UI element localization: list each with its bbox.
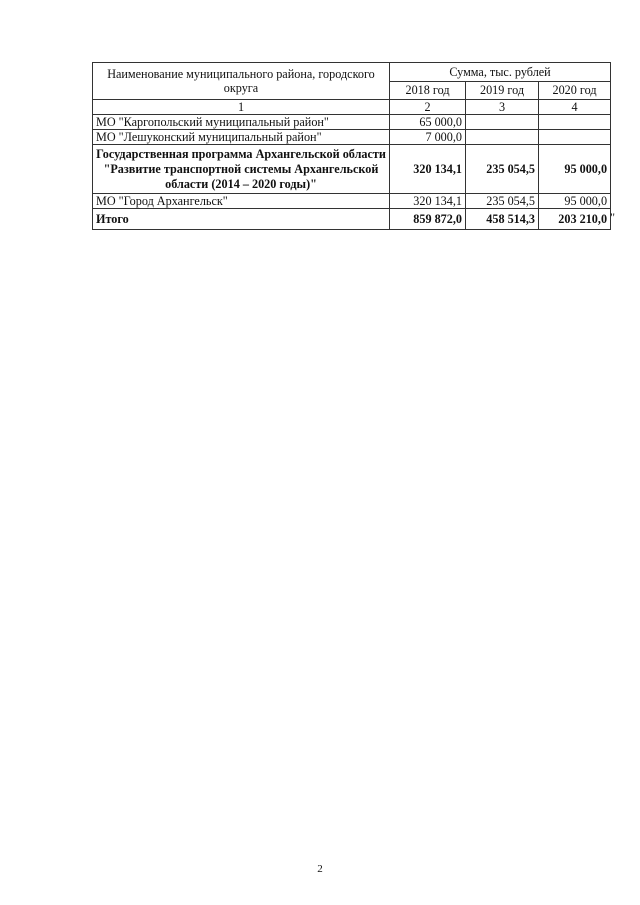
row-value-2018: 7 000,0 (390, 130, 466, 145)
program-name-cell: Государственная программа Архангельской области "Развитие транспортной системы Архангельской области (2014 – 2020 годы)" (93, 145, 390, 194)
header-year-2018: 2018 год (390, 81, 466, 100)
total-value-2020: 203 210,0 (558, 212, 608, 226)
total-value-2020-wrap (542, 210, 616, 226)
row-value-2019: 235 054,5 (466, 145, 539, 194)
column-index-row (93, 100, 611, 115)
row-value-2018: 320 134,1 (390, 145, 466, 194)
table-row (93, 194, 611, 209)
budget-table (92, 62, 616, 230)
row-name-cell: МО "Лешуконский муниципальный район" (93, 130, 390, 145)
header-name-cell: Наименование муниципального района, городского округа (93, 63, 390, 100)
header-sum-cell: Сумма, тыс. рублей (390, 63, 611, 82)
total-value-2020-cell (539, 209, 616, 230)
total-label-cell: Итого (93, 209, 390, 230)
header-year-2019: 2019 год (466, 81, 539, 100)
closing-quote-mark: " (610, 210, 616, 224)
row-value-2018: 320 134,1 (390, 194, 466, 209)
header-year-2020: 2020 год (539, 81, 611, 100)
row-name-cell: МО "Город Архангельск" (93, 194, 390, 209)
program-row (93, 145, 611, 194)
column-index-cell: 4 (539, 100, 611, 115)
row-value-2019 (466, 115, 539, 130)
row-value-2018: 65 000,0 (390, 115, 466, 130)
total-row (93, 209, 611, 230)
row-value-2020: 95 000,0 (539, 145, 611, 194)
table-row (93, 115, 611, 130)
row-value-2020: 95 000,0 (539, 194, 611, 209)
column-index-cell: 1 (93, 100, 390, 115)
column-index-cell: 3 (466, 100, 539, 115)
row-value-2019 (466, 130, 539, 145)
total-value-2018: 859 872,0 (390, 209, 466, 230)
total-value-2019: 458 514,3 (466, 209, 539, 230)
header-row (93, 63, 611, 82)
page-number: 2 (317, 863, 323, 875)
row-value-2020 (539, 115, 611, 130)
row-name-cell: МО "Каргопольский муниципальный район" (93, 115, 390, 130)
table-row (93, 130, 611, 145)
column-index-cell: 2 (390, 100, 466, 115)
row-value-2020 (539, 130, 611, 145)
row-value-2019: 235 054,5 (466, 194, 539, 209)
